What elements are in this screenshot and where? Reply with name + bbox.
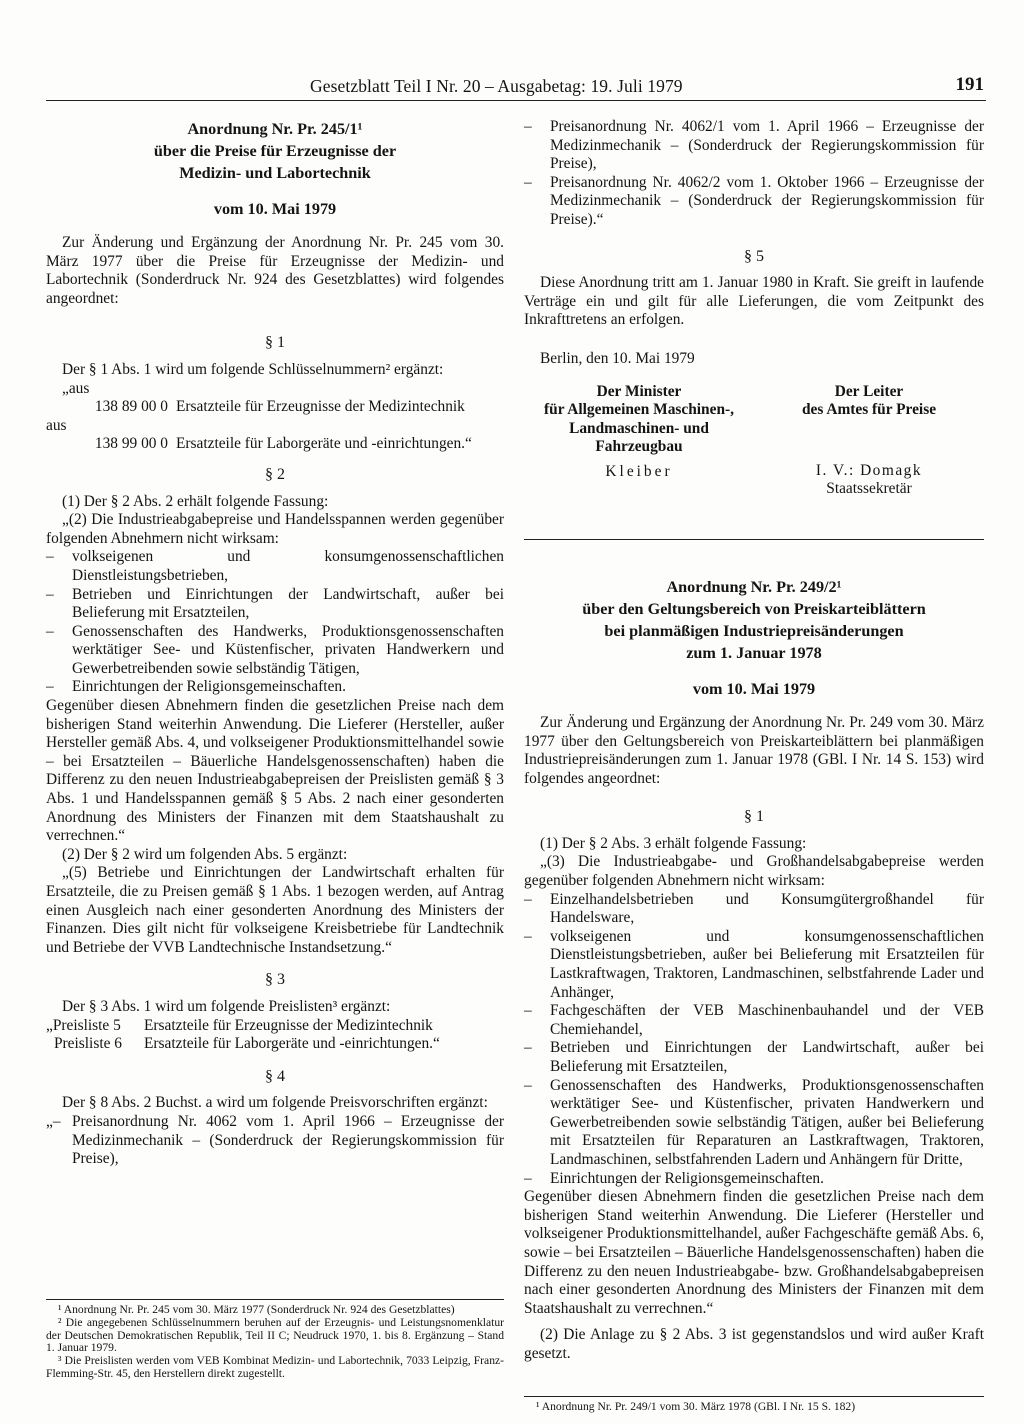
ordinance-title-1 (46, 118, 504, 220)
signatory-rank: Staatssekretär (826, 480, 912, 498)
code-row (46, 398, 504, 417)
footnote: ² Die angegebenen Schlüsselnummern beruhen auf der Erzeugnis- und Leistungsnomenklatur der Deutschen Demokratischen Republik, Teil II C; Neudruck 1970, 1. bis 8. Ergänzung – Stand 1. Januar 1979. (46, 1315, 504, 1355)
footnote: ³ Die Preislisten werden vom VEB Kombinat Medizin- und Labortechnik, 7033 Leipzig, Franz-Flemming-Str. 45, den Herstellern direkt zugestellt. (46, 1354, 504, 1380)
list-item: – Einrichtungen der Religionsgemeinschaften. (524, 1169, 824, 1187)
section-3-text: Der § 3 Abs. 1 wird um folgende Preislisten³ ergänzt: (62, 997, 391, 1015)
section-1-aus: aus (46, 416, 67, 434)
page-header (46, 74, 986, 101)
section-divider (524, 539, 984, 540)
section-2-para: (1) Der § 2 Abs. 2 erhält folgende Fassung: (62, 492, 329, 510)
list-item: – volkseigenen und konsumgenossenschaftlichen Dienstleistungsbetrieben, außer bei Belieferung mit Ersatzteilen für Lastkraftwagen, Traktoren, Landmaschinen, selbstfahrende Lader und Anhänger, (524, 927, 984, 1001)
title-line: über den Geltungsbereich von Preiskarteiblättern (582, 599, 926, 618)
section-5-mark: § 5 (744, 247, 764, 265)
section-4-text: Der § 8 Abs. 2 Buchst. a wird um folgende Preisvorschriften ergänzt: (62, 1094, 488, 1112)
ordinance-date: vom 10. Mai 1979 (213, 200, 337, 218)
ordinance-date: vom 10. Mai 1979 (692, 679, 816, 698)
page-number: 191 (955, 74, 984, 95)
signature-minister: Der Minister für Allgemeinen Maschinen-, Landmaschinen- und Fahrzeugbau Kleiber (524, 383, 754, 499)
price-list-row (46, 1035, 504, 1054)
list-item: – Genossenschaften des Handwerks, Produktionsgenossenschaften werktätiger See- und Küstenfischer, privaten Handwerkern und Gewerbetreibenden sowie selbständig Tätigen, außer bei Belieferung mit Ersatzteilen für Reparaturen an Lastkraftwagen, Traktoren, Landmaschinen, selbstfahrenden Ladern und Anhängern für Dritte, (524, 1076, 984, 1168)
title-line: Anordnung Nr. Pr. 249/2¹ (666, 577, 842, 596)
section-2-para: „(2) Die Industrieabgabepreise und Handelsspannen werden gegenüber folgenden Abnehmern nicht wirksam: (46, 511, 504, 547)
intro-paragraph: Zur Änderung und Ergänzung der Anordnung Nr. Pr. 249 vom 30. März 1977 über den Geltungsbereich von Preiskarteiblättern bei planmäßigen Industriepreisänderungen zum 1. Januar 1978 (GBl. I Nr. 14 S. 153) wird folgendes angeordnet: (524, 713, 984, 787)
list-item: – Betrieben und Einrichtungen der Landwirtschaft, außer bei Belieferung mit Ersatzteilen, (524, 1039, 984, 1075)
footnotes-left (46, 1299, 504, 1381)
section-4-mark: § 4 (265, 1067, 285, 1085)
section-2-mark: § 2 (265, 465, 285, 483)
price-list-label: „Preisliste 5 (46, 1016, 121, 1034)
section-2-para: Gegenüber diesen Abnehmern finden die gesetzlichen Preise nach dem bisherigen Stand weiterhin Anwendung. Die Lieferer (Hersteller, außer Hersteller gemäß Abs. 4, und volkseigener Produktionsmittelhandel sowie – bei Ersatzteilen – Bäuerliche Handelsgenossenschaften) haben die Differenz zu den neuen Industrieabgabepreisen der Preislisten gemäß § 3 Abs. 1 und Handelsspannen gemäß § 5 Abs. 2 nach einer gesonderten Anordnung des Ministers der Finanzen mit dem Staatshaushalt zu verrechnen.“ (46, 697, 504, 845)
section-1-text: Der § 1 Abs. 1 wird um folgende Schlüsselnummern² ergänzt: (62, 360, 444, 378)
section-3-mark: § 3 (265, 971, 285, 989)
list-item: – Preisanordnung Nr. 4062/2 vom 1. Oktober 1966 – Erzeugnisse der Medizinmechanik – (Sonderdruck der Regierungskommission für Preise).“ (524, 173, 984, 228)
code-text: Ersatzteile für Erzeugnisse der Medizintechnik (176, 398, 465, 416)
title-line: über die Preise für Erzeugnisse der (153, 142, 397, 160)
price-list-text: Ersatzteile für Laborgeräte und -einrichtungen.“ (144, 1035, 440, 1053)
footnotes-right (524, 1396, 984, 1414)
title-line: Medizin- und Labortechnik (179, 164, 371, 182)
list-item: – Genossenschaften des Handwerks, Produktionsgenossenschaften werktätiger See- und Küstenfischer, privaten Handwerkern und Gewerbetreibenden sowie selbständig Tätigen, (46, 622, 504, 677)
section-1-para: (2) Die Anlage zu § 2 Abs. 3 ist gegenstandslos und wird außer Kraft gesetzt. (524, 1326, 984, 1362)
price-list-label: Preisliste 6 (54, 1035, 122, 1053)
header-title: Gesetzblatt Teil I Nr. 20 – Ausgabetag: 19. Juli 1979 (310, 76, 683, 96)
code-text: Ersatzteile für Laborgeräte und -einrichtungen.“ (176, 435, 472, 453)
title-line: zum 1. Januar 1978 (686, 643, 822, 662)
price-list-row (46, 1017, 504, 1036)
section-2-para: (2) Der § 2 wird um folgenden Abs. 5 ergänzt: (62, 845, 348, 863)
list-item: – Einrichtungen der Religionsgemeinschaften. (46, 678, 346, 696)
price-list-text: Ersatzteile für Erzeugnisse der Medizintechnik (144, 1016, 433, 1034)
footnote: ¹ Anordnung Nr. Pr. 249/1 vom 30. März 1978 (GBl. I Nr. 15 S. 182) (536, 1400, 856, 1413)
section-1-aus: „aus (62, 379, 90, 397)
list-item: – volkseigenen und konsumgenossenschaftlichen Dienstleistungsbetrieben, (46, 548, 504, 584)
code-number: 138 89 00 0 (94, 398, 168, 416)
right-column (524, 118, 984, 1364)
left-column (46, 118, 504, 1169)
section-1-para: „(3) Die Industrieabgabe- und Großhandelsabgabepreise werden gegenüber folgenden Abnehmern nicht wirksam: (524, 853, 984, 890)
section-1-para: (1) Der § 2 Abs. 3 erhält folgende Fassung: (540, 834, 807, 852)
section-1-para: Gegenüber diesen Abnehmern finden die gesetzlichen Preise nach dem bisherigen Stand weiterhin Anwendung. Die Lieferer (Hersteller und volkseigener Produktionsmittelhandel, außer Fachgeschäfte gemäß Abs. 6, sowie – bei Ersatzteilen – Bäuerliche Handelsgenossenschaften) haben die Differenz zu den neuen Industrieabgabe- bzw. Großhandelsabgabepreisen nach einer gesonderten Anordnung des Ministers der Finanzen mit dem Staatshaushalt zu verrechnen.“ (524, 1188, 984, 1317)
ordinance-title-2 (524, 576, 984, 700)
section-1-mark: § 1 (265, 334, 285, 352)
code-row (46, 435, 504, 454)
list-item: – Preisanordnung Nr. 4062/1 vom 1. April 1966 – Erzeugnisse der Medizinmechanik – (Sonderdruck der Regierungskommission für Preise), (524, 118, 984, 173)
list-item: – Betrieben und Einrichtungen der Landwirtschaft, außer bei Belieferung mit Ersatzteilen, (46, 585, 504, 622)
signature-block (524, 383, 984, 499)
place-date: Berlin, den 10. Mai 1979 (540, 349, 695, 367)
section-5-text: Diese Anordnung tritt am 1. Januar 1980 in Kraft. Sie greift in laufende Verträge ein und gilt für alle Lieferungen, die vom Zeitpunkt des Inkrafttretens an erfolgen. (524, 274, 984, 329)
list-item: – Fachgeschäften der VEB Maschinenbauhandel und der VEB Chemiehandel, (524, 1002, 984, 1038)
footnote: ¹ Anordnung Nr. Pr. 245 vom 30. März 1977 (Sonderdruck Nr. 924 des Gesetzblattes) (58, 1303, 455, 1316)
title-line: Anordnung Nr. Pr. 245/1¹ (187, 120, 363, 138)
list-item: – Einzelhandelsbetrieben und Konsumgütergroßhandel für Handelsware, (524, 890, 984, 927)
signatory-name: Kleiber (605, 462, 673, 480)
signature-office: Der Leiter des Amtes für Preise I. V.: Domagk Staatssekretär (754, 383, 984, 499)
intro-paragraph: Zur Änderung und Ergänzung der Anordnung Nr. Pr. 245 vom 30. März 1977 über die Preise für Erzeugnisse der Medizin- und Labortechnik (Sonderdruck Nr. 924 des Gesetzblattes) wird folgendes angeordnet: (46, 234, 504, 307)
title-line: bei planmäßigen Industriepreisänderungen (604, 621, 904, 640)
section-2-para: „(5) Betriebe und Einrichtungen der Landwirtschaft erhalten für Ersatzteile, die zu Preisen gemäß § 1 Abs. 1 bezogen werden, auf Antrag einen Ausgleich nach einer gesonderten Anordnung des Ministers der Finanzen. Dies gilt nicht für volkseigene Kreisbetriebe für Landtechnik und Betriebe der VVB Landtechnische Instandsetzung.“ (46, 864, 504, 956)
list-item: „– Preisanordnung Nr. 4062 vom 1. April 1966 – Erzeugnisse der Medizinmechanik – (Sonderdruck der Regierungskommission für Preise), (46, 1112, 504, 1168)
signatory-name: I. V.: Domagk (815, 461, 923, 479)
section-1-mark: § 1 (744, 808, 764, 826)
code-number: 138 99 00 0 (94, 435, 168, 453)
